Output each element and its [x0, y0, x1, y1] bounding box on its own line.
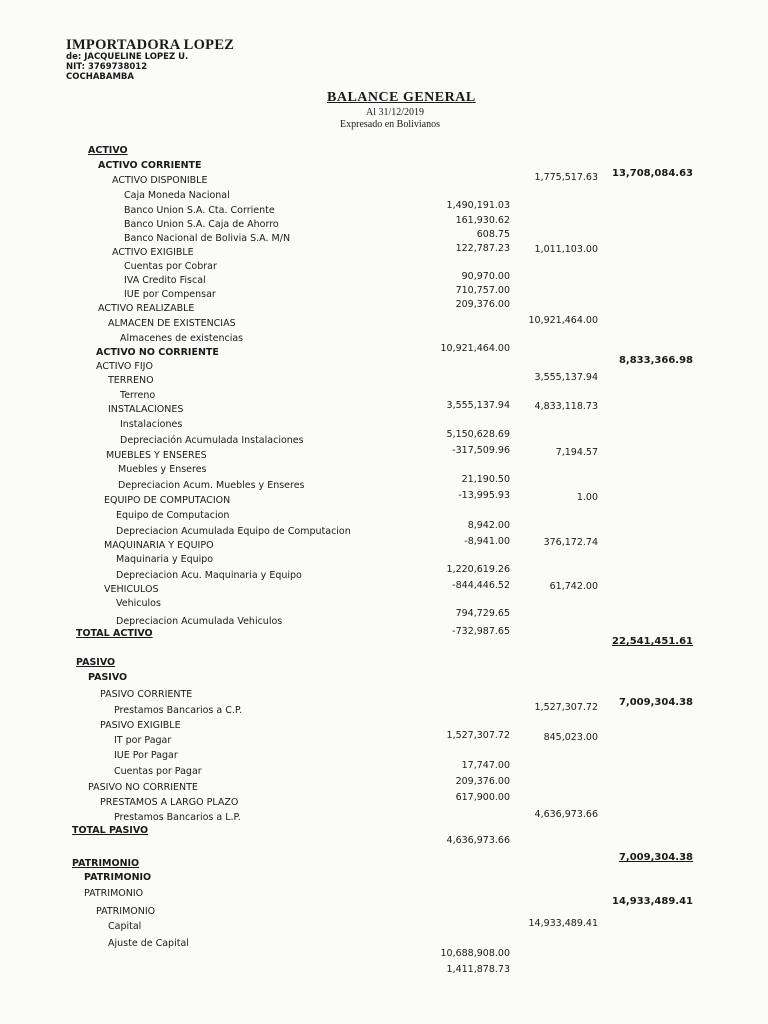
account-label: ACTIVO FIJO: [96, 361, 153, 372]
balance-row: [0, 905, 768, 921]
balance-row: [0, 627, 768, 647]
account-label: ACTIVO NO CORRIENTE: [96, 347, 219, 358]
account-label: Banco Nacional de Bolivia S.A. M/N: [124, 233, 291, 244]
detail-amount: 794,729.65: [455, 608, 510, 619]
balance-row: [0, 494, 768, 510]
total-amount: 7,009,304.38: [618, 697, 693, 708]
detail-amount: 710,757.00: [455, 285, 510, 296]
account-label: Banco Union S.A. Cta. Corriente: [124, 205, 275, 216]
balance-row: [0, 597, 768, 619]
account-label: MUEBLES Y ENSERES: [106, 450, 207, 461]
account-label: Maquinaria y Equipo: [116, 554, 214, 565]
document-title: BALANCE GENERAL: [327, 90, 476, 105]
total-amount: 22,541,451.61: [612, 636, 693, 647]
balance-row: [0, 796, 768, 812]
account-label: Depreciacion Acumulada Equipo de Computacion: [116, 526, 351, 537]
company-name: IMPORTADORA LOPEZ: [66, 37, 235, 53]
detail-amount: 10,688,908.00: [440, 948, 510, 959]
account-label: Prestamos Bancarios a C.P.: [114, 705, 243, 716]
account-label: PRESTAMOS A LARGO PLAZO: [100, 797, 239, 808]
subtotal-amount: 10,921,464.00: [528, 315, 598, 326]
balance-row: [0, 418, 768, 440]
detail-amount: 617,900.00: [455, 792, 510, 803]
account-label: INSTALACIONES: [108, 404, 184, 415]
total-amount: 8,833,366.98: [618, 355, 693, 366]
balance-row: [0, 656, 768, 672]
total-amount: 7,009,304.38: [618, 852, 693, 863]
account-label: ACTIVO REALIZABLE: [98, 303, 195, 314]
account-label: TOTAL PASIVO: [72, 825, 149, 836]
account-label: ALMACEN DE EXISTENCIAS: [108, 318, 236, 329]
subtotal-amount: 1,527,307.72: [534, 702, 598, 713]
balance-row: [0, 553, 768, 575]
date-line: Al 31/12/2019: [366, 107, 425, 118]
detail-amount: -732,987.65: [452, 626, 510, 637]
account-label: Equipo de Computacion: [116, 510, 230, 521]
detail-amount: 161,930.62: [455, 215, 510, 226]
detail-amount: 122,787.23: [455, 243, 510, 254]
account-label: ACTIVO EXIGIBLE: [112, 247, 194, 258]
account-label: Depreciacion Acum. Muebles y Enseres: [118, 480, 305, 491]
account-label: Capital: [108, 921, 142, 932]
currency-note: Expresado en Bolivianos: [340, 119, 440, 130]
detail-amount: 17,747.00: [461, 760, 510, 771]
account-label: PASIVO: [76, 657, 116, 668]
account-label: TERRENO: [108, 375, 154, 386]
balance-row: [0, 734, 768, 750]
balance-row: [0, 871, 768, 887]
subtotal-amount: 7,194.57: [555, 447, 598, 458]
detail-amount: 1,490,191.03: [446, 200, 510, 211]
subtotal-amount: 61,742.00: [549, 581, 598, 592]
detail-amount: 5,150,628.69: [446, 429, 510, 440]
balance-row: [0, 174, 768, 190]
account-label: Vehiculos: [116, 598, 161, 609]
balance-row: [0, 302, 768, 318]
city-line: COCHABAMBA: [66, 72, 134, 82]
subtotal-amount: 4,833,118.73: [534, 401, 598, 412]
account-label: Terreno: [120, 390, 156, 401]
subtotal-amount: 376,172.74: [543, 537, 598, 548]
balance-row: [0, 920, 768, 936]
account-label: IUE por Compensar: [124, 289, 216, 300]
balance-row: [0, 403, 768, 419]
balance-row: [0, 671, 768, 687]
detail-amount: 4,636,973.66: [446, 835, 510, 846]
owner-line: de: JACQUELINE LOPEZ U.: [66, 52, 189, 62]
balance-row: [0, 374, 768, 390]
account-label: MAQUINARIA Y EQUIPO: [104, 540, 214, 551]
account-label: Almacenes de existencias: [120, 333, 244, 344]
account-label: PASIVO: [88, 672, 128, 683]
detail-amount: 21,190.50: [461, 474, 510, 485]
account-label: IUE Por Pagar: [114, 750, 178, 761]
detail-amount: -317,509.96: [452, 445, 510, 456]
balance-row: [0, 824, 768, 846]
account-label: Banco Union S.A. Caja de Ahorro: [124, 219, 279, 230]
subtotal-amount: 1,011,103.00: [534, 244, 598, 255]
account-label: ACTIVO DISPONIBLE: [112, 175, 208, 186]
account-label: PATRIMONIO: [84, 872, 152, 883]
account-label: PASIVO EXIGIBLE: [100, 720, 181, 731]
subtotal-amount: 1,775,517.63: [534, 172, 598, 183]
detail-amount: 209,376.00: [455, 776, 510, 787]
detail-amount: 90,970.00: [461, 271, 510, 282]
balance-row: [0, 144, 768, 160]
balance-row: [0, 887, 768, 907]
account-label: Depreciacion Acu. Maquinaria y Equipo: [116, 570, 302, 581]
nit-line: NIT: 3769738012: [66, 62, 148, 72]
account-label: Cuentas por Pagar: [114, 766, 202, 777]
account-label: PASIVO NO CORRIENTE: [88, 782, 198, 793]
detail-amount: -844,446.52: [452, 580, 510, 591]
detail-amount: 1,220,619.26: [446, 564, 510, 575]
account-label: TOTAL ACTIVO: [76, 628, 153, 639]
balance-row: [0, 953, 768, 975]
detail-amount: 209,376.00: [455, 299, 510, 310]
subtotal-amount: 845,023.00: [543, 732, 598, 743]
detail-amount: -13,995.93: [458, 490, 510, 501]
detail-amount: 3,555,137.94: [446, 400, 510, 411]
total-amount: 14,933,489.41: [612, 896, 693, 907]
account-label: Ajuste de Capital: [108, 938, 189, 949]
account-label: IVA Credito Fiscal: [124, 275, 206, 286]
account-label: ACTIVO CORRIENTE: [98, 160, 202, 171]
account-label: PATRIMONIO: [72, 858, 140, 869]
account-label: ACTIVO: [88, 145, 128, 156]
account-label: Caja Moneda Nacional: [124, 190, 230, 201]
account-label: EQUIPO DE COMPUTACION: [104, 495, 231, 506]
balance-row: [0, 317, 768, 333]
total-amount: 13,708,084.63: [612, 168, 693, 179]
account-label: Cuentas por Cobrar: [124, 261, 217, 272]
detail-amount: -8,941.00: [464, 536, 510, 547]
balance-row: [0, 509, 768, 531]
balance-row: [0, 937, 768, 959]
account-label: IT por Pagar: [114, 735, 172, 746]
balance-row: [0, 704, 768, 720]
detail-amount: 1,527,307.72: [446, 730, 510, 741]
account-label: VEHICULOS: [104, 584, 159, 595]
detail-amount: 10,921,464.00: [440, 343, 510, 354]
account-label: Depreciación Acumulada Instalaciones: [120, 435, 304, 446]
account-label: Depreciacion Acumulada Vehiculos: [116, 616, 283, 627]
account-label: Prestamos Bancarios a L.P.: [114, 812, 241, 823]
balance-row: [0, 765, 768, 787]
account-label: Instalaciones: [120, 419, 183, 430]
subtotal-amount: 3,555,137.94: [534, 372, 598, 383]
subtotal-amount: 14,933,489.41: [528, 918, 598, 929]
subtotal-amount: 1.00: [576, 492, 598, 503]
account-label: PASIVO CORRIENTE: [100, 689, 193, 700]
subtotal-amount: 4,636,973.66: [534, 809, 598, 820]
balance-row: [0, 749, 768, 771]
account-label: PATRIMONIO: [96, 906, 156, 917]
account-label: Muebles y Enseres: [118, 464, 207, 475]
detail-amount: 8,942.00: [467, 520, 510, 531]
account-label: PATRIMONIO: [84, 888, 144, 899]
detail-amount: 608.75: [476, 229, 510, 240]
balance-row: [0, 463, 768, 485]
detail-amount: 1,411,878.73: [446, 964, 510, 975]
